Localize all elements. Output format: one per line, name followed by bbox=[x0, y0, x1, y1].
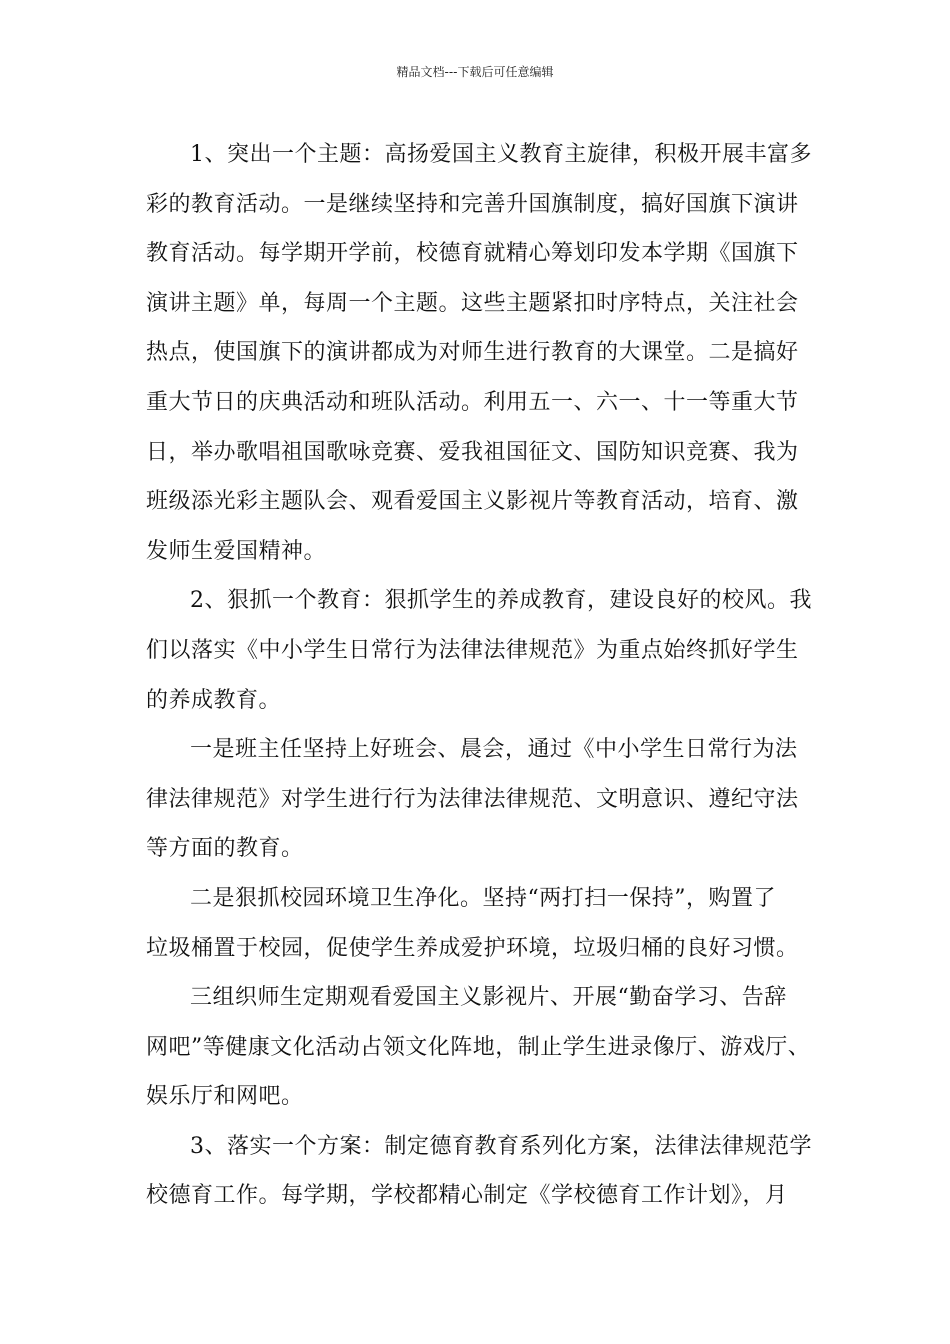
document-body bbox=[146, 130, 812, 1221]
text-line: 发师生爱国精神。 bbox=[146, 538, 327, 564]
paragraph-5 bbox=[146, 973, 811, 1122]
text-line: 演讲主题》单，每周一个主题。这些主题紧扣时序特点，关注社会 bbox=[146, 290, 799, 316]
text-line: 3、落实一个方案：制定德育教育系列化方案，法律法律规范学 bbox=[190, 1133, 812, 1159]
text-line: 2、狠抓一个教育：狠抓学生的养成教育，建设良好的校风。我 bbox=[190, 588, 812, 614]
text-line: 网吧”等健康文化活动占领文化阵地，制止学生进录像厅、游戏厅、 bbox=[146, 1034, 811, 1060]
paragraph-4 bbox=[146, 874, 806, 973]
text-line: 三组织师生定期观看爱国主义影视片、开展“勤奋学习、告辞 bbox=[190, 985, 787, 1011]
text-line: 一是班主任坚持上好班会、晨会，通过《中小学生日常行为法 bbox=[190, 737, 798, 763]
text-line: 垃圾桶置于校园，促使学生养成爱护环境，垃圾归桶的良好习惯。 bbox=[146, 935, 799, 961]
text-line: 班级添光彩主题队会、观看爱国主义影视片等教育活动，培育、激 bbox=[146, 489, 799, 515]
text-line: 的养成教育。 bbox=[146, 687, 282, 713]
text-line: 1、突出一个主题：高扬爱国主义教育主旋律，积极开展丰富多 bbox=[190, 142, 812, 167]
text-line: 校德育工作。每学期，学校都精心制定《学校德育工作计划》，月 bbox=[146, 1183, 788, 1209]
paragraph-1 bbox=[146, 130, 812, 576]
paragraph-6 bbox=[146, 1122, 812, 1221]
page-header: 精品文档---下载后可任意编辑 bbox=[396, 65, 554, 79]
paragraph-3 bbox=[146, 725, 806, 874]
text-line: 二是狠抓校园环境卫生净化。坚持“两打扫一保持”，购置了 bbox=[190, 885, 776, 911]
text-line: 热点，使国旗下的演讲都成为对师生进行教育的大课堂。二是搞好 bbox=[146, 340, 799, 366]
text-line: 律法律规范》对学生进行行为法律法律规范、文明意识、遵纪守法 bbox=[146, 786, 799, 812]
text-line: 教育活动。每学期开学前，校德育就精心筹划印发本学期《国旗下 bbox=[146, 241, 799, 267]
text-line: 彩的教育活动。一是继续坚持和完善升国旗制度，搞好国旗下演讲 bbox=[146, 191, 799, 217]
text-line: 们以落实《中小学生日常行为法律法律规范》为重点始终抓好学生 bbox=[146, 637, 799, 663]
paragraph-2 bbox=[146, 576, 812, 725]
text-line: 等方面的教育。 bbox=[146, 836, 304, 862]
text-line: 娱乐厅和网吧。 bbox=[146, 1084, 304, 1110]
text-line: 重大节日的庆典活动和班队活动。利用五一、六一、十一等重大节 bbox=[146, 389, 799, 415]
text-line: 日，举办歌唱祖国歌咏竞赛、爱我祖国征文、国防知识竞赛、我为 bbox=[146, 439, 799, 465]
